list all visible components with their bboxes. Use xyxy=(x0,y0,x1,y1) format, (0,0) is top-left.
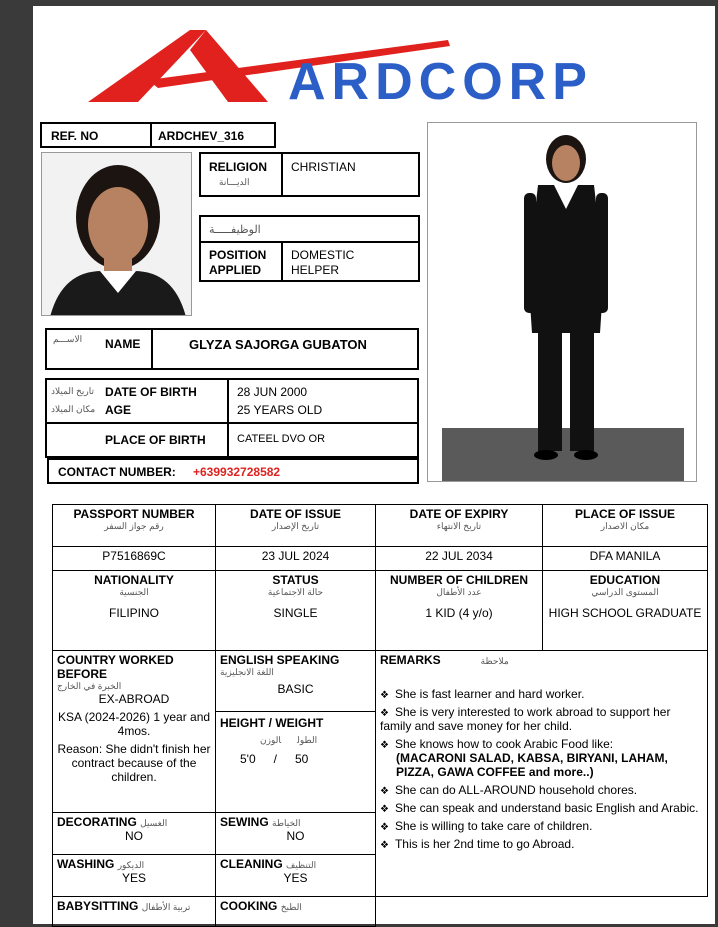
babysitting-arabic: تربية الأطفال xyxy=(141,902,191,912)
divider xyxy=(227,424,229,456)
place-arabic: مكان الاصدار xyxy=(600,521,650,531)
position-value: DOMESTIC HELPER xyxy=(291,248,355,277)
hw-label: HEIGHT / WEIGHT xyxy=(220,716,324,730)
passport-header xyxy=(53,505,216,547)
nationality-arabic: الجنسية xyxy=(119,587,149,597)
remarks-arabic: ملاحظة xyxy=(480,656,509,666)
details-table xyxy=(52,504,708,927)
passport-arabic: رقم جواز السفر xyxy=(104,521,164,531)
name-arabic: الاســـم xyxy=(53,334,83,344)
age-arabic: مكان الميلاد xyxy=(51,404,96,414)
education-cell xyxy=(543,571,708,651)
country-v2: KSA (2024-2026) 1 year and 4mos. xyxy=(57,710,211,738)
education-label: EDUCATION xyxy=(589,573,661,587)
passport-value: P7516869C xyxy=(53,547,216,571)
dob-box xyxy=(45,378,419,424)
divider xyxy=(201,241,418,243)
position-box xyxy=(199,215,420,282)
position-label: POSITION APPLIED xyxy=(209,248,267,277)
english-value: BASIC xyxy=(277,682,314,696)
issue-value: 23 JUL 2024 xyxy=(216,547,376,571)
cooking-arabic: الطبخ xyxy=(280,902,302,912)
name-value: GLYZA SAJORGA GUBATON xyxy=(189,337,367,352)
religion-value: CHRISTIAN xyxy=(291,160,356,174)
status-arabic: حالة الاجتماعية xyxy=(267,587,324,597)
divider xyxy=(227,380,229,422)
empty-cell xyxy=(376,897,708,927)
children-label: NUMBER OF CHILDREN xyxy=(390,573,528,587)
hw-block xyxy=(216,712,375,770)
decorating-cell xyxy=(53,813,216,855)
cleaning-value: YES xyxy=(283,871,308,885)
remark-item: ❖ She can speak and understand basic English and Arabic. xyxy=(380,801,703,815)
place-header xyxy=(543,505,708,547)
cleaning-label: CLEANING xyxy=(220,857,283,871)
place-value: DFA MANILA xyxy=(543,547,708,571)
washing-arabic: الديكور xyxy=(117,860,145,870)
children-value: 1 KID (4 y/o) xyxy=(425,606,493,620)
children-cell xyxy=(376,571,543,651)
expiry-label: DATE OF EXPIRY xyxy=(409,507,509,521)
remark-text: She knows how to cook Arabic Food like: xyxy=(394,737,614,751)
country-label: COUNTRY WORKED BEFORE xyxy=(57,653,174,681)
nationality-cell xyxy=(53,571,216,651)
position-arabic: الوظيفـــــة xyxy=(209,224,261,236)
issue-arabic: تاريخ الإصدار xyxy=(271,521,320,531)
remarks-cell xyxy=(376,651,708,897)
name-label: NAME xyxy=(105,337,141,351)
country-v3: Reason: She didn't finish her contract because of the children. xyxy=(57,742,211,784)
remark-item xyxy=(380,737,703,779)
logo-text: ARDCORP xyxy=(288,53,593,111)
divider xyxy=(281,154,283,195)
washing-cell xyxy=(53,855,216,897)
ref-label: REF. NO xyxy=(51,129,99,143)
expiry-value: 22 JUL 2034 xyxy=(376,547,543,571)
divider xyxy=(150,124,152,146)
nationality-label: NATIONALITY xyxy=(94,573,174,587)
contact-box xyxy=(47,458,419,484)
name-box xyxy=(45,328,419,370)
sewing-value: NO xyxy=(286,829,305,843)
cv-page xyxy=(33,6,715,924)
cooking-cell xyxy=(216,897,376,927)
ref-value: ARDCHEV_316 xyxy=(158,129,245,143)
education-value: HIGH SCHOOL GRADUATE xyxy=(548,606,702,620)
weight-value: 50 xyxy=(294,752,309,766)
decorating-label: DECORATING xyxy=(57,815,137,829)
status-cell xyxy=(216,571,376,651)
remark-item: ❖ She can do ALL-AROUND household chores. xyxy=(380,783,703,797)
divider xyxy=(151,330,153,368)
cleaning-cell xyxy=(216,855,376,897)
divider xyxy=(281,243,283,280)
cleaning-arabic: التنظيف xyxy=(286,860,317,870)
sewing-label: SEWING xyxy=(220,815,269,829)
height-arabic: الطول xyxy=(297,735,318,745)
passport-label: PASSPORT NUMBER xyxy=(73,507,195,521)
hw-separator: / xyxy=(273,752,277,766)
cooking-label: COOKING xyxy=(220,899,278,913)
remark-food-list: (MACARONI SALAD, KABSA, BIRYANI, LAHAM, PIZZA, GAWA COFFEE and more..) xyxy=(396,751,668,779)
babysitting-label: BABYSITTING xyxy=(57,899,139,913)
country-cell xyxy=(53,651,216,813)
remark-item: ❖ She is very interested to work abroad to support her family and save money for her child. xyxy=(380,705,703,733)
children-arabic: عدد الأطفال xyxy=(436,587,482,597)
dob-value: 28 JUN 2000 xyxy=(237,385,308,399)
full-body-photo xyxy=(427,122,697,482)
pob-label: PLACE OF BIRTH xyxy=(105,433,206,447)
dob-label: DATE OF BIRTH xyxy=(105,385,197,399)
country-v1: EX-ABROAD xyxy=(98,692,170,706)
place-label: PLACE OF ISSUE xyxy=(574,507,675,521)
status-value: SINGLE xyxy=(273,606,318,620)
status-label: STATUS xyxy=(272,573,319,587)
remark-item: ❖ She is willing to take care of children. xyxy=(380,819,703,833)
nationality-value: FILIPINO xyxy=(108,606,159,620)
height-value: 5'0 xyxy=(240,752,256,766)
issue-header xyxy=(216,505,376,547)
age-value: 25 YEARS OLD xyxy=(237,403,323,417)
portrait-photo xyxy=(41,152,192,316)
country-arabic: الخبرة في الخارج xyxy=(57,681,122,691)
washing-label: WASHING xyxy=(57,857,115,871)
remarks-label: REMARKS xyxy=(380,653,441,667)
age-label: AGE xyxy=(105,403,132,417)
dob-arabic: تاريخ الميلاد xyxy=(51,386,94,396)
education-arabic: المستوى الدراسي xyxy=(591,587,659,597)
contact-value: +639932728582 xyxy=(193,465,281,479)
religion-box xyxy=(199,152,420,197)
decorating-value: NO xyxy=(125,829,143,843)
pob-value: CATEEL DVO OR xyxy=(237,433,326,445)
english-arabic: اللغة الانجليزية xyxy=(220,667,274,677)
english-block xyxy=(216,651,375,712)
ref-box xyxy=(40,122,276,148)
english-label: ENGLISH SPEAKING xyxy=(220,653,340,667)
expiry-arabic: تاريخ الانتهاء xyxy=(436,521,482,531)
babysitting-cell xyxy=(53,897,216,927)
remark-item: ❖ This is her 2nd time to go Abroad. xyxy=(380,837,703,851)
decorating-arabic: الغسيل xyxy=(140,818,168,828)
sewing-cell xyxy=(216,813,376,855)
issue-label: DATE OF ISSUE xyxy=(249,507,342,521)
english-hw-cell xyxy=(216,651,376,813)
religion-label: RELIGION xyxy=(209,160,268,174)
remark-item: ❖ She is fast learner and hard worker. xyxy=(380,687,703,701)
expiry-header xyxy=(376,505,543,547)
weight-arabic: الوزن xyxy=(260,735,282,745)
contact-label: CONTACT NUMBER: xyxy=(58,465,176,479)
pob-box xyxy=(45,422,419,458)
sewing-arabic: الخياطة xyxy=(272,818,301,828)
religion-arabic: الديـــانة xyxy=(219,177,250,187)
washing-value: YES xyxy=(121,871,146,885)
